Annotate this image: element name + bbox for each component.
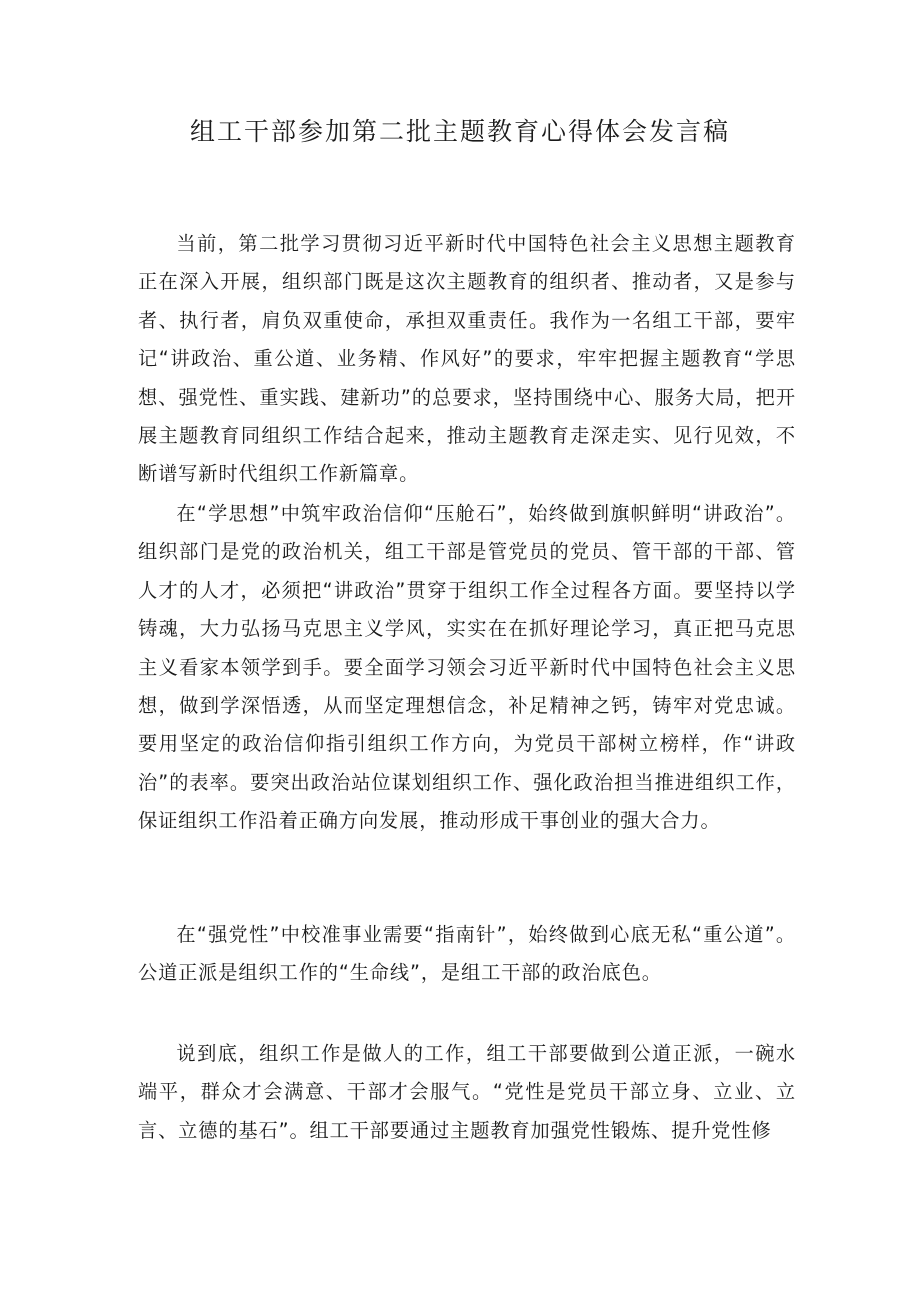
paragraph-strengthen-party-spirit: 在“强党性”中校准事业需要“指南针”，始终做到心底无私“重公道”。公道正派是组织工作的“生命线”，是组工干部的政治底色。 [138, 923, 796, 985]
paragraph-intro: 当前，第二批学习贯彻习近平新时代中国特色社会主义思想主题教育正在深入开展，组织部门既是这次主题教育的组织者、推动者，又是参与者、执行者，肩负双重使命，承担双重责任。我作为一名组工干部，要牢记“讲政治、重公道、业务精、作风好”的要求，牢牢把握主题教育“学思想、强党性、重实践、建新功”的总要求，坚持围绕中心、服务大局，把开展主题教育同组织工作结合起来，推动主题教育走深走实、见行见效，不断谱写新时代组织工作新篇章。 [138, 232, 796, 486]
paragraph-fairness: 说到底，组织工作是做人的工作，组工干部要做到公道正派，一碗水端平，群众才会满意、干部才会服气。“党性是党员干部立身、立业、立言、立德的基石”。组工干部要通过主题教育加强党性锻炼、提升党性修 [138, 1042, 796, 1142]
paragraph-study-thought: 在“学思想”中筑牢政治信仰“压舱石”，始终做到旗帜鲜明“讲政治”。组织部门是党的政治机关，组工干部是管党员的党员、管干部的干部、管人才的人才，必须把“讲政治”贯穿于组织工作全过程各方面。要坚持以学铸魂，大力弘扬马克思主义学风，实实在在抓好理论学习，真正把马克思主义看家本领学到手。要全面学习领会习近平新时代中国特色社会主义思想，做到学深悟透，从而坚定理想信念，补足精神之钙，铸牢对党忠诚。要用坚定的政治信仰指引组织工作方向，为党员干部树立榜样，作“讲政治”的表率。要突出政治站位谋划组织工作、强化政治担当推进组织工作，保证组织工作沿着正确方向发展，推动形成干事创业的强大合力。 [138, 502, 796, 833]
document-title: 组工干部参加第二批主题教育心得体会发言稿 [189, 117, 730, 146]
